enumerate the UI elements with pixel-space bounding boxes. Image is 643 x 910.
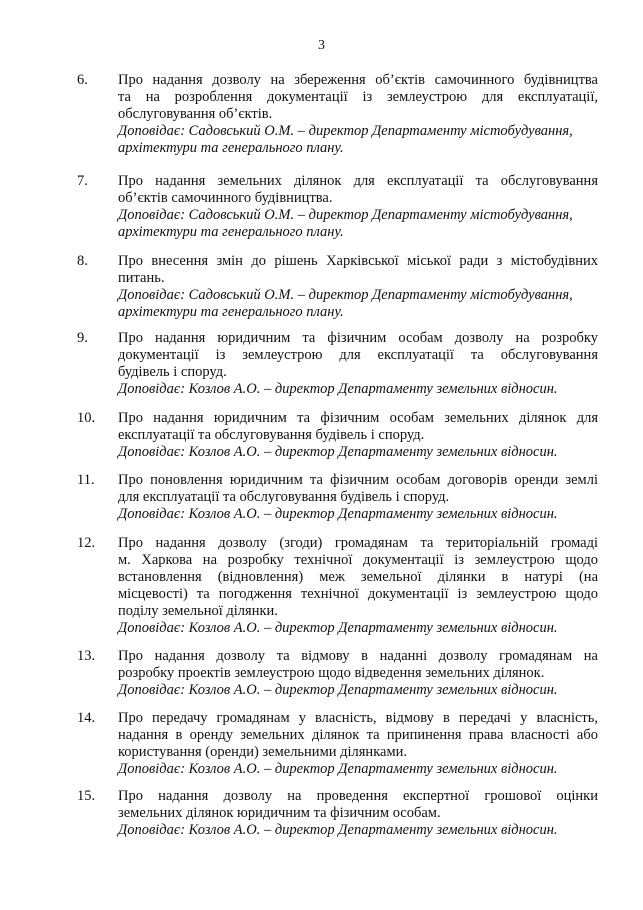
agenda-item-title-line: м. Харкова на розробку технічної документації із землеустрою щодо	[118, 552, 598, 568]
agenda-item-title	[118, 253, 598, 287]
agenda-item-reporter-line: Доповідає: Козлов А.О. – директор Департаменту земельних відносин.	[118, 822, 558, 838]
agenda-item-title-line: Про внесення змін до рішень Харківської міської ради з містобудівних	[118, 253, 598, 269]
agenda-item-title	[118, 710, 598, 761]
agenda-item-reporter-line: архітектури та генерального плану.	[118, 140, 344, 156]
agenda-item-reporter	[118, 381, 598, 398]
agenda-item-title-line: Про надання дозволу (згоди) громадянам та територіальній громаді	[118, 535, 598, 551]
agenda-item-reporter	[118, 444, 598, 461]
agenda-item-title	[118, 410, 598, 444]
agenda-item-reporter	[118, 682, 598, 699]
agenda-item-title-line: для експлуатації та обслуговування будівель і споруд.	[118, 489, 450, 505]
agenda-item-number: 7.	[77, 173, 88, 189]
agenda-item-title	[118, 535, 598, 620]
agenda-item-title-line: експлуатації та обслуговування будівель і споруд.	[118, 427, 425, 443]
agenda-item-body	[118, 710, 598, 778]
agenda-item-reporter	[118, 207, 598, 241]
agenda-item-title-line: Про надання дозволу на проведення експертної грошової оцінки	[118, 788, 598, 804]
agenda-item-title	[118, 788, 598, 822]
agenda-item-title	[118, 648, 598, 682]
agenda-item-body	[118, 648, 598, 699]
agenda-item-title	[118, 173, 598, 207]
agenda-item-title	[118, 72, 598, 123]
agenda-item-title-line: поділу земельної ділянки.	[118, 603, 278, 619]
agenda-item-title-line: розробку проектів землеустрою щодо відведення земельних ділянок.	[118, 665, 545, 681]
agenda-item-title-line: Про надання земельних ділянок для експлуатації та обслуговування	[118, 173, 598, 189]
agenda-item-reporter	[118, 822, 598, 839]
agenda-item-title-line: питань.	[118, 270, 165, 286]
agenda-item-reporter-line: Доповідає: Козлов А.О. – директор Департаменту земельних відносин.	[118, 381, 558, 397]
agenda-item-title-line: Про передачу громадянам у власність, відмову в передачі у власність,	[118, 710, 598, 726]
agenda-item-reporter-line: Доповідає: Козлов А.О. – директор Департаменту земельних відносин.	[118, 444, 558, 460]
page-number: 3	[318, 38, 325, 53]
agenda-item-title-line: Про надання юридичним та фізичним особам земельних ділянок для	[118, 410, 598, 426]
agenda-item-reporter	[118, 506, 598, 523]
agenda-item-reporter-line: Доповідає: Садовський О.М. – директор Департаменту містобудування,	[118, 207, 573, 223]
agenda-item-title-line: Про надання дозволу на збереження об’єктів самочинного будівництва	[118, 72, 598, 88]
agenda-item-title-line: земельних ділянок юридичним та фізичним особам.	[118, 805, 441, 821]
agenda-item-reporter	[118, 620, 598, 637]
agenda-item-title-line: Про поновлення юридичним та фізичним особам договорів оренди землі	[118, 472, 598, 488]
agenda-item-title	[118, 472, 598, 506]
agenda-item-number: 10.	[77, 410, 96, 426]
agenda-item-body	[118, 410, 598, 461]
agenda-item-reporter-line: Доповідає: Садовський О.М. – директор Департаменту містобудування,	[118, 123, 573, 139]
agenda-item-title-line: документації із землеустрою для експлуатації та обслуговування	[118, 347, 598, 363]
agenda-item-reporter	[118, 123, 598, 157]
agenda-item-title-line: користування (оренди) земельними ділянками.	[118, 744, 408, 760]
agenda-item-reporter	[118, 287, 598, 321]
agenda-item-title-line: встановлення (відновлення) меж земельної ділянки в натурі (на	[118, 569, 598, 585]
agenda-item-reporter-line: Доповідає: Козлов А.О. – директор Департаменту земельних відносин.	[118, 682, 558, 698]
agenda-item-reporter-line: Доповідає: Козлов А.О. – директор Департаменту земельних відносин.	[118, 620, 558, 636]
agenda-item-title-line: надання в оренду земельних ділянок та припинення права власності або	[118, 727, 598, 743]
agenda-item-number: 6.	[77, 72, 88, 88]
agenda-item-title-line: обслуговування об’єктів.	[118, 106, 273, 122]
agenda-item-reporter-line: Доповідає: Садовський О.М. – директор Департаменту містобудування,	[118, 287, 573, 303]
agenda-item-reporter	[118, 761, 598, 778]
agenda-item-number: 14.	[77, 710, 96, 726]
agenda-item-title-line: місцевості) та погодження технічної документації із землеустрою щодо	[118, 586, 598, 602]
agenda-item-number: 8.	[77, 253, 88, 269]
agenda-item-title-line: та на розроблення документації із землеустрою для експлуатації,	[118, 89, 598, 105]
agenda-item-reporter-line: Доповідає: Козлов А.О. – директор Департаменту земельних відносин.	[118, 761, 558, 777]
agenda-item-body	[118, 173, 598, 241]
agenda-item-number: 9.	[77, 330, 88, 346]
agenda-item-reporter-line: Доповідає: Козлов А.О. – директор Департаменту земельних відносин.	[118, 506, 558, 522]
agenda-item-body	[118, 253, 598, 321]
agenda-item-title-line: об’єктів самочинного будівництва.	[118, 190, 333, 206]
agenda-item-number: 12.	[77, 535, 96, 551]
agenda-item-number: 15.	[77, 788, 96, 804]
agenda-item-title-line: Про надання юридичним та фізичним особам дозволу на розробку	[118, 330, 598, 346]
agenda-item-title	[118, 330, 598, 381]
agenda-item-number: 13.	[77, 648, 96, 664]
agenda-item-body	[118, 535, 598, 637]
agenda-item-body	[118, 472, 598, 523]
agenda-item-reporter-line: архітектури та генерального плану.	[118, 304, 344, 320]
agenda-item-body	[118, 788, 598, 839]
agenda-item-body	[118, 330, 598, 398]
agenda-item-title-line: Про надання дозволу та відмову в наданні дозволу громадянам на	[118, 648, 598, 664]
agenda-item-body	[118, 72, 598, 157]
agenda-item-title-line: будівель і споруд.	[118, 364, 227, 380]
agenda-item-reporter-line: архітектури та генерального плану.	[118, 224, 344, 240]
agenda-item-number: 11.	[77, 472, 95, 488]
